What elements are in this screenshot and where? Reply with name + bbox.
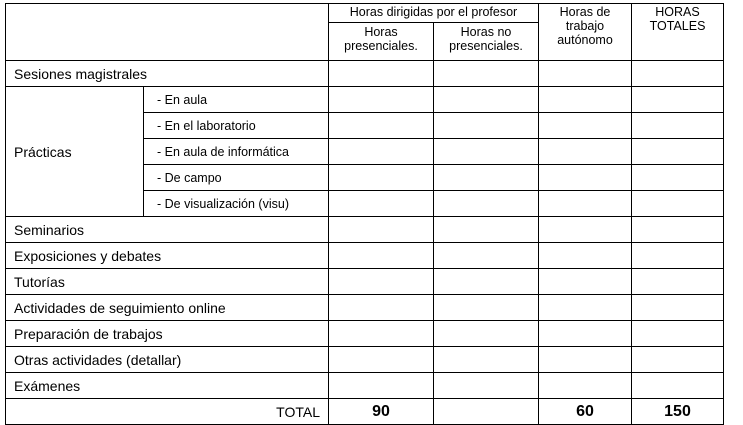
total-label: TOTAL	[6, 399, 329, 425]
cell-input[interactable]	[632, 217, 724, 243]
cell-input[interactable]	[329, 295, 434, 321]
cell-input[interactable]	[632, 373, 724, 399]
hours-table-container	[5, 3, 724, 425]
table-row	[6, 61, 724, 87]
cell-input[interactable]	[539, 61, 632, 87]
row-label-seminarios: Seminarios	[6, 217, 329, 243]
cell-input[interactable]	[632, 139, 724, 165]
total-autonomous: 60	[539, 399, 632, 425]
header-row-1	[6, 4, 724, 23]
row-sublabel: - En el laboratorio	[144, 113, 329, 139]
row-sublabel: - En aula de informática	[144, 139, 329, 165]
cell-input[interactable]	[632, 347, 724, 373]
row-label-tutorias: Tutorías	[6, 269, 329, 295]
cell-input[interactable]	[434, 191, 539, 217]
cell-input[interactable]	[632, 295, 724, 321]
cell-input[interactable]	[539, 269, 632, 295]
cell-input[interactable]	[434, 295, 539, 321]
cell-input[interactable]	[539, 347, 632, 373]
cell-input[interactable]	[632, 243, 724, 269]
cell-input[interactable]	[329, 61, 434, 87]
cell-input[interactable]	[632, 61, 724, 87]
total-overall: 150	[632, 399, 724, 425]
cell-input[interactable]	[632, 321, 724, 347]
row-label-exposiciones: Exposiciones y debates	[6, 243, 329, 269]
cell-input[interactable]	[539, 87, 632, 113]
total-in-person: 90	[329, 399, 434, 425]
total-remote	[434, 399, 539, 425]
header-remote-hours: Horas no presenciales.	[434, 23, 539, 61]
cell-input[interactable]	[539, 139, 632, 165]
cell-input[interactable]	[539, 113, 632, 139]
cell-input[interactable]	[539, 165, 632, 191]
cell-input[interactable]	[539, 321, 632, 347]
table-row	[6, 373, 724, 399]
total-row	[6, 399, 724, 425]
row-label-otras: Otras actividades (detallar)	[6, 347, 329, 373]
cell-input[interactable]	[434, 61, 539, 87]
row-label-practicas: Prácticas	[6, 87, 144, 217]
cell-input[interactable]	[329, 191, 434, 217]
hours-distribution-table	[5, 3, 724, 425]
header-autonomous-hours: Horas de trabajo autónomo	[539, 4, 632, 61]
table-row	[6, 87, 724, 113]
cell-input[interactable]	[434, 269, 539, 295]
cell-input[interactable]	[434, 243, 539, 269]
cell-input[interactable]	[329, 139, 434, 165]
row-sublabel: - En aula	[144, 87, 329, 113]
header-total-hours: HORAS TOTALES	[632, 4, 724, 61]
cell-input[interactable]	[329, 217, 434, 243]
cell-input[interactable]	[329, 373, 434, 399]
table-row	[6, 347, 724, 373]
cell-input[interactable]	[632, 87, 724, 113]
cell-input[interactable]	[434, 87, 539, 113]
cell-input[interactable]	[434, 139, 539, 165]
cell-input[interactable]	[539, 243, 632, 269]
cell-input[interactable]	[539, 373, 632, 399]
row-label-preparacion: Preparación de trabajos	[6, 321, 329, 347]
row-sublabel: - De campo	[144, 165, 329, 191]
cell-input[interactable]	[329, 347, 434, 373]
row-label-sesiones: Sesiones magistrales	[6, 61, 329, 87]
cell-input[interactable]	[539, 295, 632, 321]
header-blank-cell	[6, 4, 329, 61]
cell-input[interactable]	[434, 373, 539, 399]
cell-input[interactable]	[434, 347, 539, 373]
cell-input[interactable]	[329, 269, 434, 295]
cell-input[interactable]	[434, 165, 539, 191]
table-row	[6, 217, 724, 243]
header-teacher-hours: Horas dirigidas por el profesor	[329, 4, 539, 23]
table-row	[6, 269, 724, 295]
row-label-seguimiento: Actividades de seguimiento online	[6, 295, 329, 321]
header-in-person-hours: Horas presenciales.	[329, 23, 434, 61]
cell-input[interactable]	[632, 191, 724, 217]
cell-input[interactable]	[329, 321, 434, 347]
cell-input[interactable]	[539, 191, 632, 217]
cell-input[interactable]	[434, 321, 539, 347]
cell-input[interactable]	[329, 165, 434, 191]
table-row	[6, 321, 724, 347]
cell-input[interactable]	[329, 243, 434, 269]
cell-input[interactable]	[632, 165, 724, 191]
cell-input[interactable]	[434, 217, 539, 243]
cell-input[interactable]	[329, 113, 434, 139]
row-sublabel: - De visualización (visu)	[144, 191, 329, 217]
cell-input[interactable]	[632, 113, 724, 139]
cell-input[interactable]	[539, 217, 632, 243]
row-label-examenes: Exámenes	[6, 373, 329, 399]
cell-input[interactable]	[434, 113, 539, 139]
cell-input[interactable]	[329, 87, 434, 113]
table-row	[6, 243, 724, 269]
cell-input[interactable]	[632, 269, 724, 295]
table-row	[6, 295, 724, 321]
